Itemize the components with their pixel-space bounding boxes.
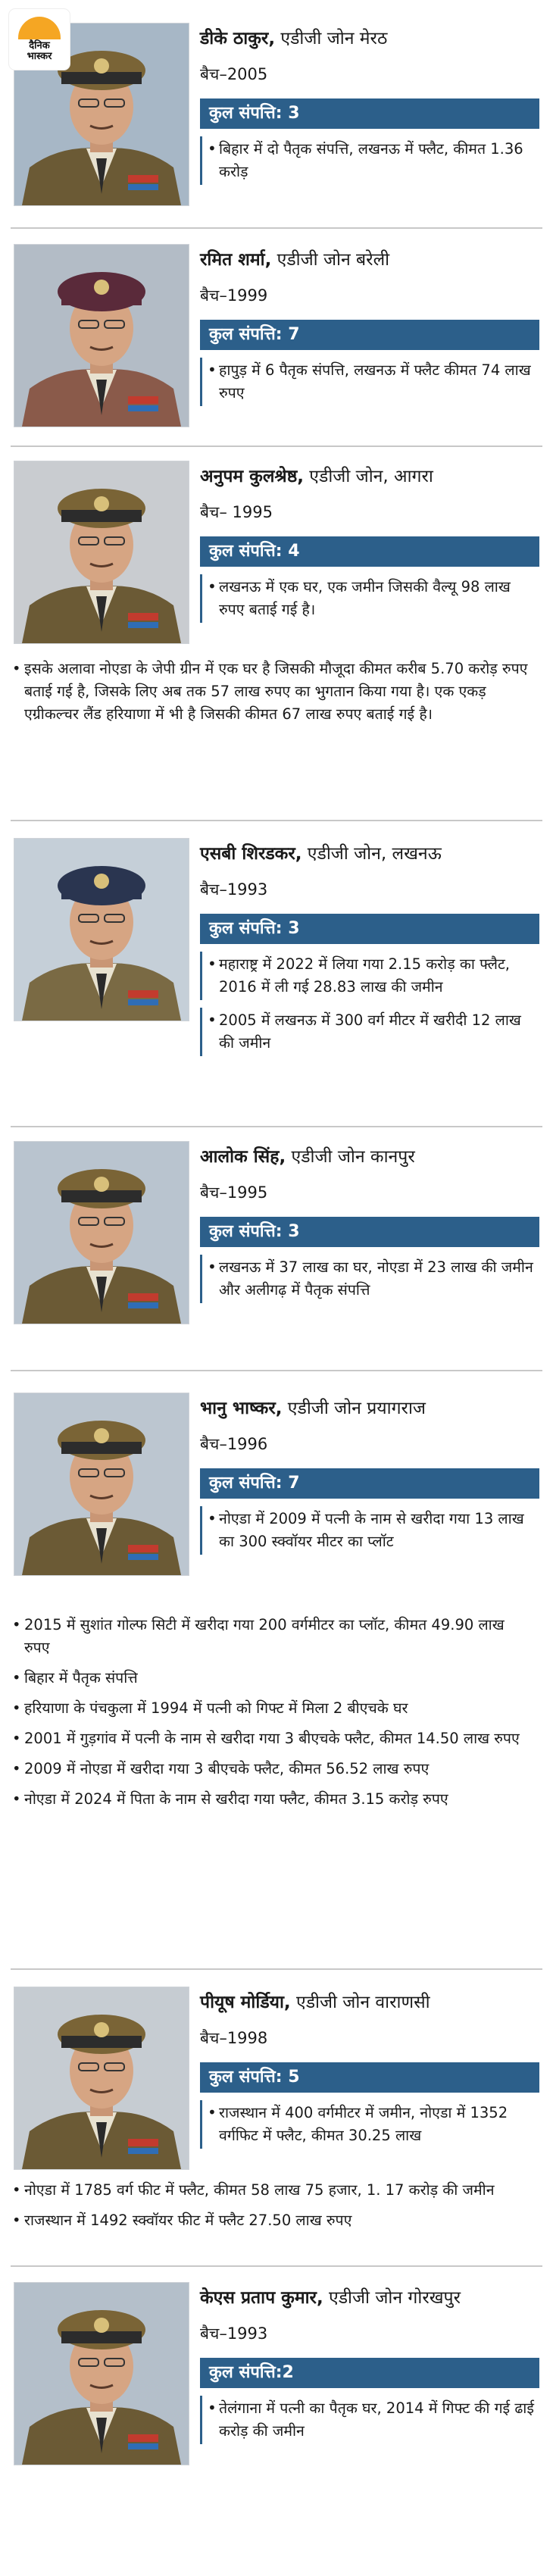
asset-item: • बिहार में दो पैतृक संपत्ति, लखनऊ में फ्लैट, कीमत 1.36 करोड़ xyxy=(200,136,539,185)
asset-list xyxy=(200,358,539,406)
additional-asset-item: • नोएडा में 1785 वर्ग फीट में फ्लैट, कीमत 58 लाख 75 हजार, 1. 17 करोड़ की जमीन xyxy=(11,2179,533,2202)
officer-name: एसबी शिरडकर, xyxy=(200,844,302,864)
officer-batch: बैच–1998 xyxy=(200,2029,268,2047)
additional-asset-item: • 2001 में गुड़गांव में पत्नी के नाम से खरीदा गया 3 बीएचके फ्लैट, कीमत 14.50 लाख रुपए xyxy=(11,1727,533,1750)
officer-batch: बैच–1993 xyxy=(200,880,268,899)
officer-photo xyxy=(14,838,189,1021)
asset-item: • 2005 में लखनऊ में 300 वर्ग मीटर में खरीदी 12 लाख की जमीन xyxy=(200,1008,539,1056)
section-divider xyxy=(11,445,542,447)
officer-name-line xyxy=(200,247,539,273)
additional-asset-item: • राजस्थान में 1492 स्क्वॉयर फीट में फ्लैट 27.50 लाख रुपए xyxy=(11,2209,533,2232)
additional-asset-list xyxy=(11,658,533,733)
total-assets-badge: कुल संपत्ति: 5 xyxy=(200,2062,539,2093)
officer-batch: बैच–1996 xyxy=(200,1435,268,1453)
section-divider xyxy=(11,1370,542,1371)
officer-batch: बैच–1993 xyxy=(200,2324,268,2343)
officer-name: पीयूष मोर्डिया, xyxy=(200,1993,291,2012)
officer-batch: बैच– 1995 xyxy=(200,503,273,521)
officer-portrait-icon xyxy=(14,1142,189,1324)
additional-asset-item: • बिहार में पैतृक संपत्ति xyxy=(11,1667,533,1690)
asset-list xyxy=(200,2396,539,2444)
dainik-bhaskar-logo xyxy=(9,9,70,70)
officer-zone: एडीजी जोन, लखनऊ xyxy=(301,844,442,864)
officer-batch: बैच–1999 xyxy=(200,286,268,305)
asset-item: • लखनऊ में एक घर, एक जमीन जिसकी वैल्यू 98 लाख रुपए बताई गई है। xyxy=(200,574,539,623)
asset-item: • हापुड़ में 6 पैतृक संपत्ति, लखनऊ में फ्लैट कीमत 74 लाख रुपए xyxy=(200,358,539,406)
asset-list xyxy=(200,574,539,623)
officer-photo xyxy=(14,2282,189,2465)
officer-portrait-icon xyxy=(14,839,189,1021)
additional-asset-list xyxy=(11,1614,533,1818)
officer-name: आलोक सिंह, xyxy=(200,1147,286,1167)
additional-asset-item: • हरियाणा के पंचकुला में 1994 में पत्नी को गिफ्ट में मिला 2 बीएचके घर xyxy=(11,1697,533,1720)
additional-asset-item: • 2015 में सुशांत गोल्फ सिटी में खरीदा गया 200 वर्गमीटर का प्लॉट, कीमत 49.90 लाख रुपए xyxy=(11,1614,533,1659)
total-assets-badge: कुल संपत्ति: 7 xyxy=(200,320,539,350)
asset-item: • राजस्थान में 400 वर्गमीटर में जमीन, नोएडा में 1352 वर्गफिट में फ्लैट, कीमत 30.25 लाख xyxy=(200,2100,539,2149)
officer-info xyxy=(200,1393,539,1555)
additional-asset-item: • इसके अलावा नोएडा के जेपी ग्रीन में एक घर है जिसकी मौजूदा कीमत करीब 5.70 करोड़ रुपए बताई गई है, जिसके लिए अब तक 57 लाख रुपए का भुगतान किया गया है। एक एकड़ एग्रीकल्चर लैंड हरियाणा में भी है जिसकी कीमत 67 लाख रुपए बताई गई है। xyxy=(11,658,533,726)
logo-text-line1: दैनिक xyxy=(29,40,50,52)
officer-portrait-icon xyxy=(14,1987,189,2169)
officer-photo xyxy=(14,1393,189,1576)
asset-list xyxy=(200,952,539,1056)
section-divider xyxy=(11,2265,542,2267)
officer-photo xyxy=(14,1987,189,2170)
officer-name-line xyxy=(200,464,539,489)
officer-info xyxy=(200,244,539,406)
officer-portrait-icon xyxy=(14,245,189,427)
officer-name: रमित शर्मा, xyxy=(200,250,272,270)
total-assets-badge: कुल संपत्ति: 3 xyxy=(200,914,539,944)
officer-zone: एडीजी जोन प्रयागराज xyxy=(282,1399,426,1418)
officer-info xyxy=(200,2282,539,2444)
officer-name: भानु भाष्कर, xyxy=(200,1399,283,1418)
total-assets-badge: कुल संपत्ति: 3 xyxy=(200,98,539,129)
section-divider xyxy=(11,820,542,821)
asset-item: • तेलंगाना में पत्नी का पैतृक घर, 2014 में गिफ्ट की गई ढाई करोड़ की जमीन xyxy=(200,2396,539,2444)
section-divider xyxy=(11,1968,542,1970)
officer-photo xyxy=(14,244,189,427)
section-divider xyxy=(11,227,542,229)
asset-item: • महाराष्ट्र में 2022 में लिया गया 2.15 करोड़ का फ्लैट, 2016 में ली गई 28.83 लाख की जमीन xyxy=(200,952,539,1000)
asset-item: • लखनऊ में 37 लाख का घर, नोएडा में 23 लाख की जमीन और अलीगढ़ में पैतृक संपत्ति xyxy=(200,1255,539,1303)
total-assets-badge: कुल संपत्ति: 4 xyxy=(200,536,539,567)
officer-info xyxy=(200,461,539,623)
officer-name: अनुपम कुलश्रेष्ठ, xyxy=(200,467,304,486)
asset-list xyxy=(200,136,539,185)
asset-list xyxy=(200,1255,539,1303)
officer-name-line xyxy=(200,2285,539,2311)
asset-list xyxy=(200,1506,539,1555)
officer-portrait-icon xyxy=(14,2283,189,2465)
officer-portrait-icon xyxy=(14,461,189,643)
additional-asset-item: • नोएडा में 2024 में पिता के नाम से खरीदा गया फ्लैट, कीमत 3.15 करोड़ रुपए xyxy=(11,1788,533,1811)
total-assets-badge: कुल संपत्ति: 3 xyxy=(200,1217,539,1247)
officer-portrait-icon xyxy=(14,1393,189,1575)
sun-logo-icon xyxy=(18,17,61,39)
total-assets-badge: कुल संपत्ति:2 xyxy=(200,2358,539,2388)
officer-name-line xyxy=(200,26,539,52)
officer-name-line xyxy=(200,1144,539,1170)
officer-batch: बैच–2005 xyxy=(200,65,268,83)
officer-info xyxy=(200,23,539,185)
officer-name: डीके ठाकुर, xyxy=(200,29,276,48)
additional-asset-item: • 2009 में नोएडा में खरीदा गया 3 बीएचके फ्लैट, कीमत 56.52 लाख रुपए xyxy=(11,1758,533,1780)
logo-text-line2: भास्कर xyxy=(27,51,52,62)
officer-zone: एडीजी जोन गोरखपुर xyxy=(323,2288,461,2308)
total-assets-badge: कुल संपत्ति: 7 xyxy=(200,1468,539,1499)
officer-info xyxy=(200,838,539,1056)
asset-list xyxy=(200,2100,539,2149)
officer-batch: बैच–1995 xyxy=(200,1183,268,1202)
officer-name-line xyxy=(200,1396,539,1421)
officer-zone: एडीजी जोन कानपुर xyxy=(286,1147,415,1167)
officer-info xyxy=(200,1141,539,1303)
additional-asset-list xyxy=(11,2179,533,2240)
officer-name-line xyxy=(200,1990,539,2015)
officer-photo xyxy=(14,461,189,644)
officer-photo xyxy=(14,1141,189,1324)
officer-name-line xyxy=(200,841,539,867)
officer-info xyxy=(200,1987,539,2149)
officer-zone: एडीजी जोन, आगरा xyxy=(304,467,433,486)
officer-zone: एडीजी जोन बरेली xyxy=(271,250,390,270)
officer-name: केएस प्रताप कुमार, xyxy=(200,2288,323,2308)
officer-zone: एडीजी जोन मेरठ xyxy=(275,29,388,48)
section-divider xyxy=(11,1126,542,1127)
officer-zone: एडीजी जोन वाराणसी xyxy=(290,1993,430,2012)
asset-item: • नोएडा में 2009 में पत्नी के नाम से खरीदा गया 13 लाख का 300 स्क्वॉयर मीटर का प्लॉट xyxy=(200,1506,539,1555)
